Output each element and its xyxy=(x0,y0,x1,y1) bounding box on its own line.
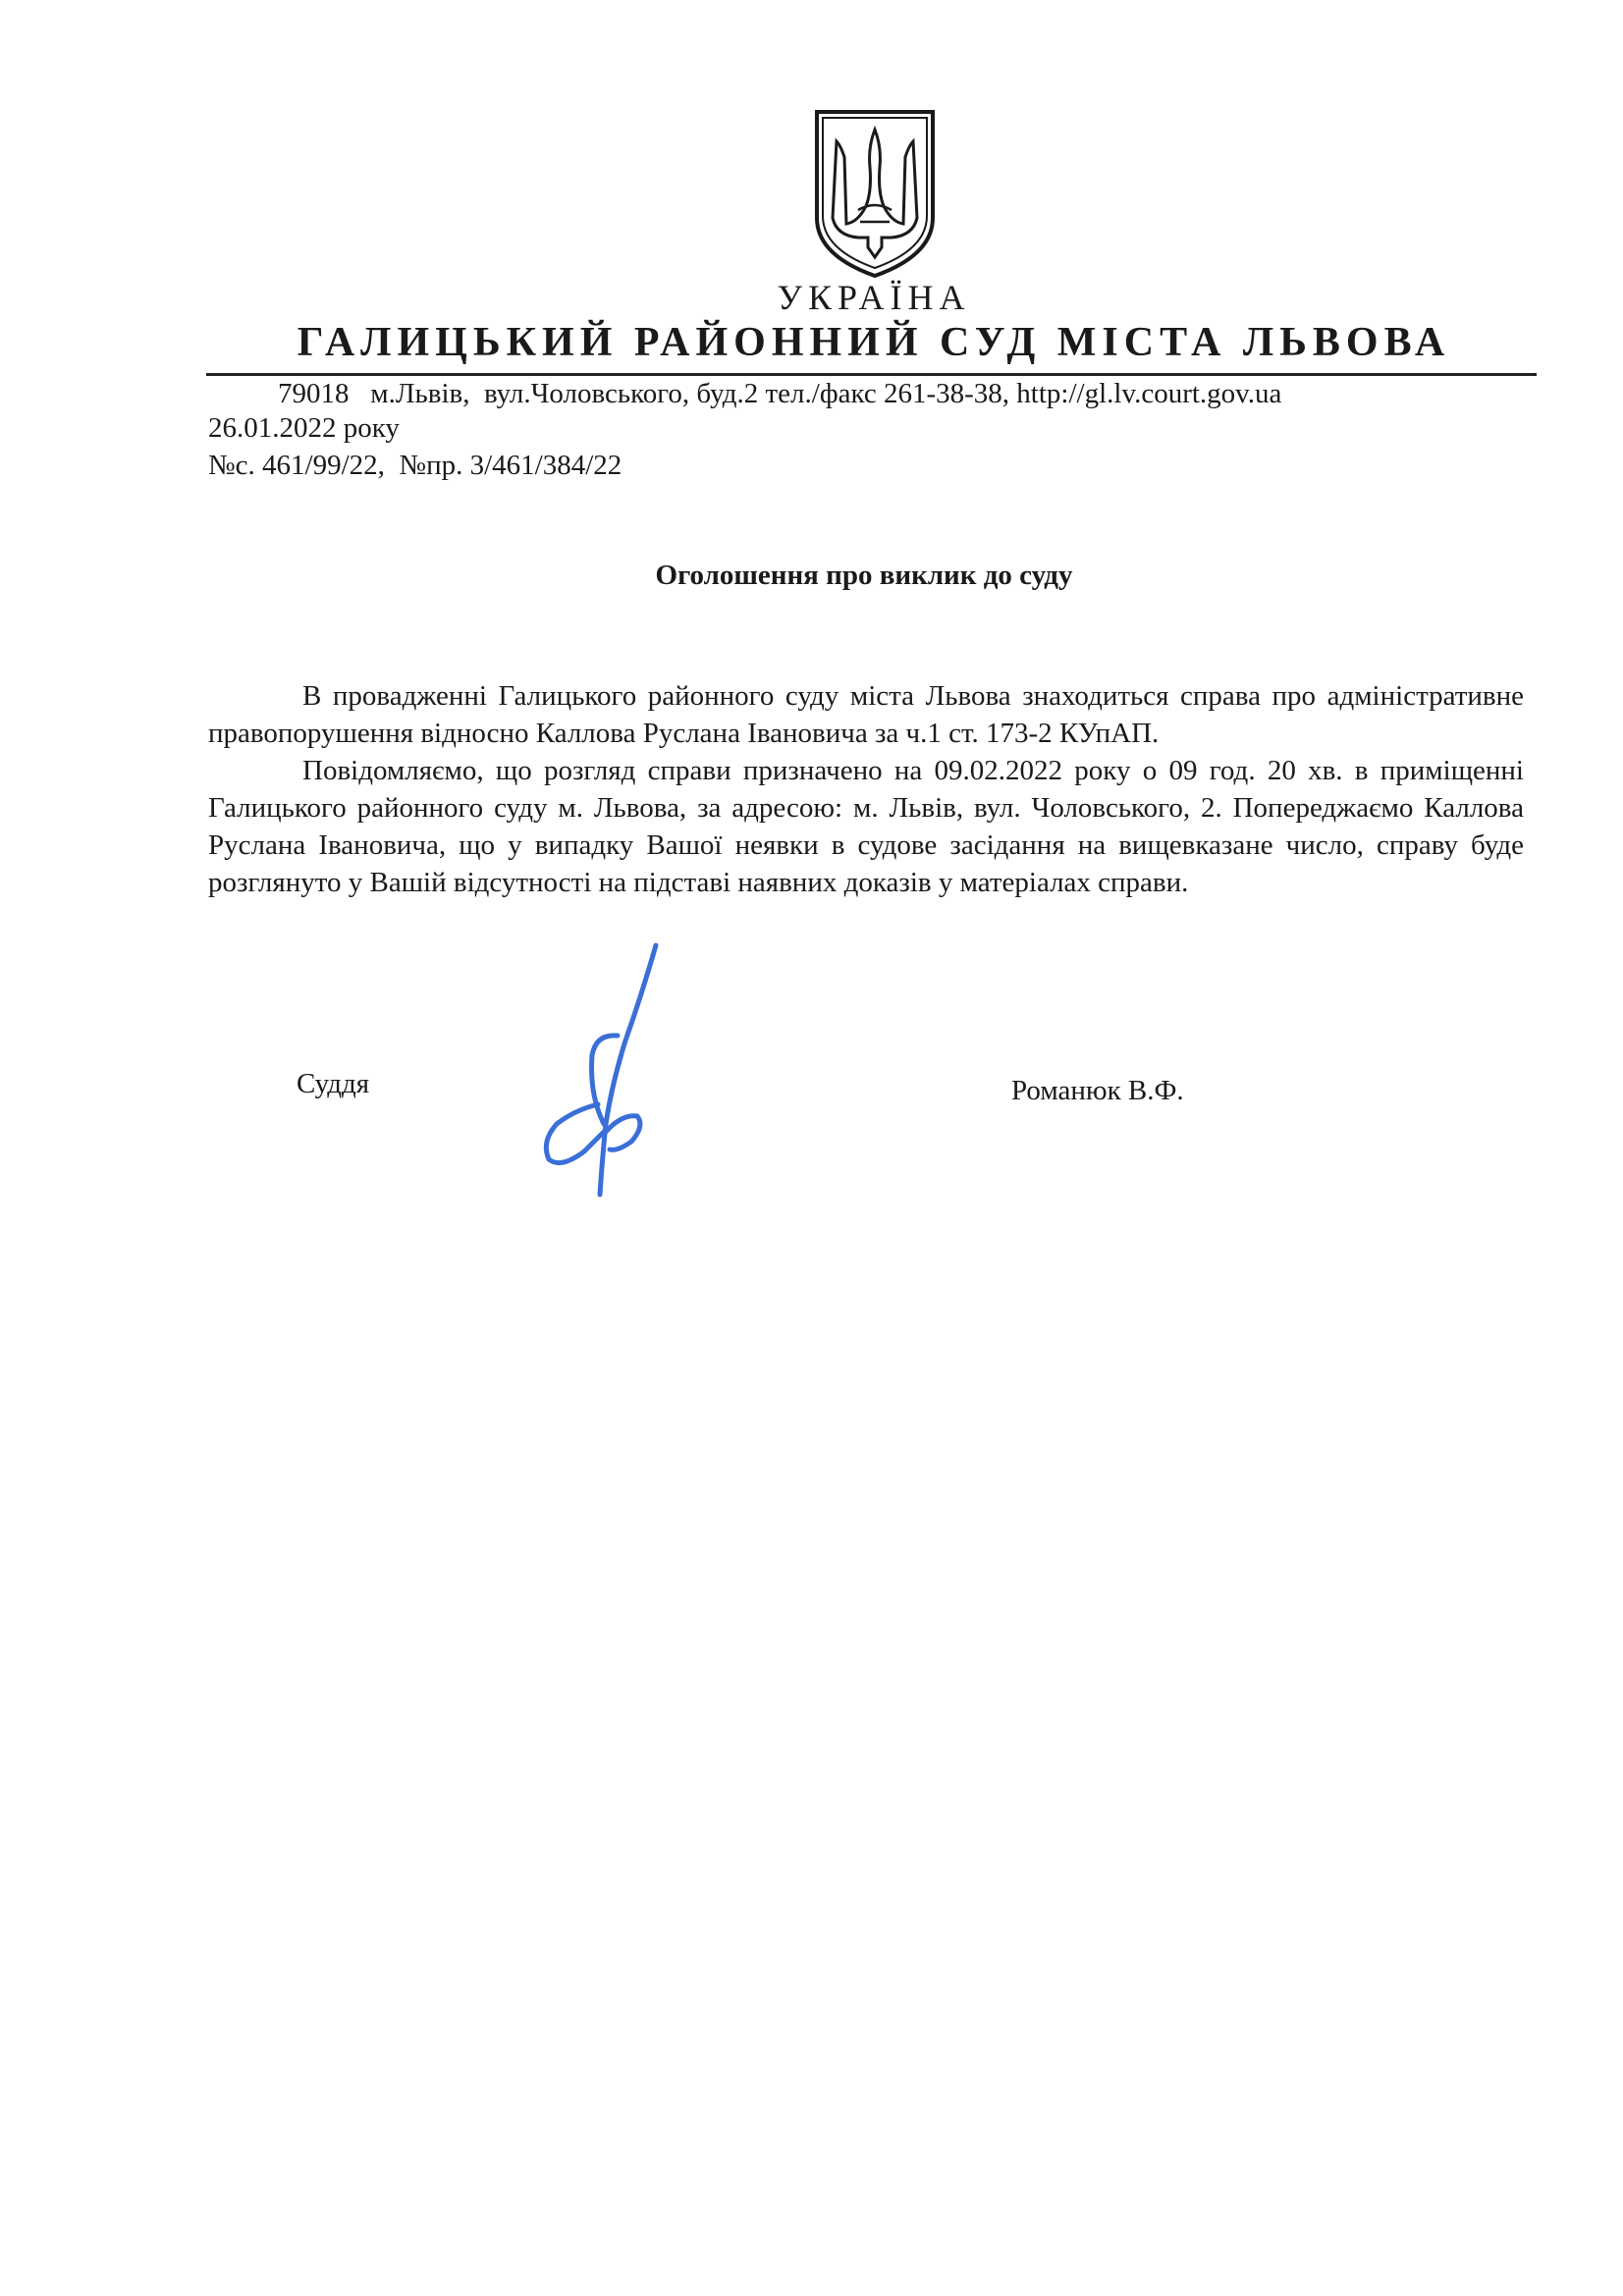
trident-coat-of-arms-icon xyxy=(811,108,939,280)
handwritten-signature-icon xyxy=(535,937,663,1202)
notice-title: Оголошення про виклик до суду xyxy=(655,560,1073,591)
court-name: ГАЛИЦЬКИЙ РАЙОННИЙ СУД МІСТА ЛЬВОВА xyxy=(297,320,1451,365)
court-address: 79018 м.Львів, вул.Чоловського, буд.2 тел./факс 261-38-38, http://gl.lv.court.gov.ua xyxy=(278,378,1282,409)
case-reference: №с. 461/99/22, №пр. 3/461/384/22 xyxy=(208,450,622,481)
notice-paragraph: В провадженні Галицького районного суду міста Львова знаходиться справа про адміністративне правопорушення відносно Каллова Руслана Івановича за ч.1 ст. 173-2 КУпАП. xyxy=(208,680,1524,749)
judge-name: Романюк В.Ф. xyxy=(1011,1075,1184,1106)
document-date: 26.01.2022 року xyxy=(208,412,400,444)
notice-paragraph: Повідомляємо, що розгляд справи призначено на 09.02.2022 року о 09 год. 20 хв. в приміщенні Галицького районного суду м. Львова, за адресою: м. Львів, вул. Чоловського, 2. Попереджаємо Каллова Руслана Івановича, що у випадку Вашої неявки в судове засідання на вищевказане число, справу буде розглянуто у Вашій відсутності на підставі наявних доказів у матеріалах справи. xyxy=(208,755,1524,898)
country-name: УКРАЇНА xyxy=(777,278,971,317)
letterhead-divider xyxy=(206,373,1537,376)
judge-role-label: Суддя xyxy=(297,1068,370,1099)
notice-body xyxy=(208,677,1524,901)
